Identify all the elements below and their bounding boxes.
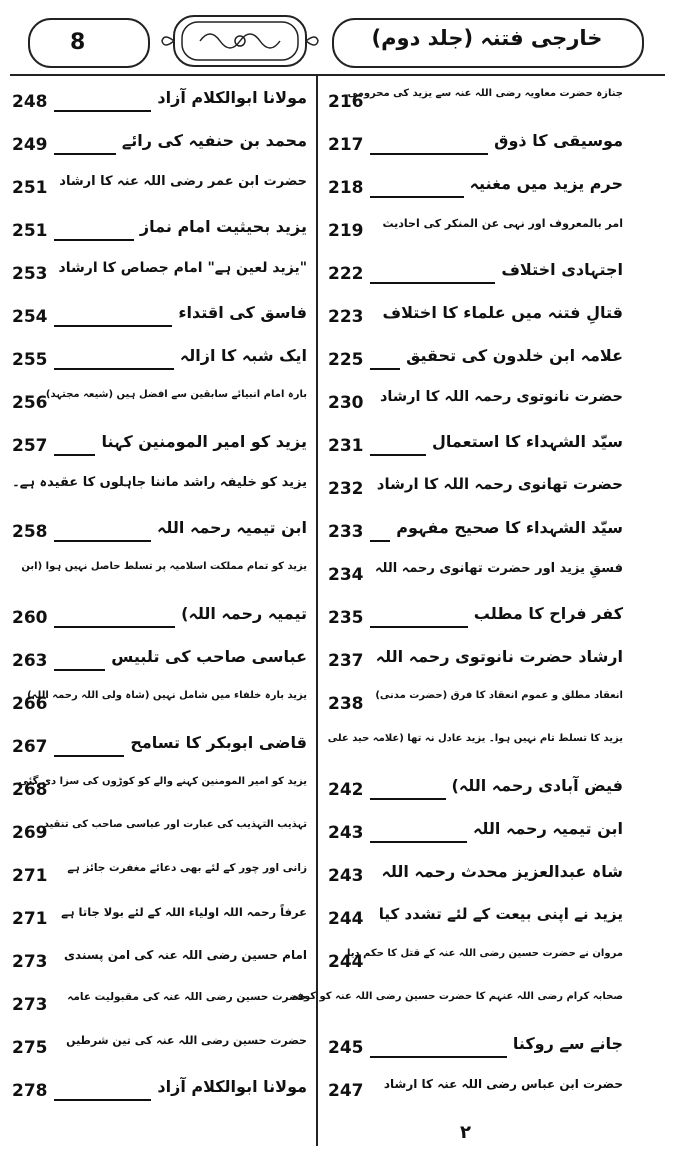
leader-line	[54, 755, 124, 757]
leader-line	[54, 153, 116, 155]
toc-entry-page: 225	[328, 350, 364, 370]
toc-entry-title: فسقِ یزید اور حضرت تھانوی رحمہ اللہ	[374, 561, 623, 576]
page-number: 8	[70, 30, 86, 55]
toc-entry	[6, 211, 311, 251]
leader-line	[370, 841, 467, 843]
toc-entry-title: یزید بحیثیت امام نماز	[139, 217, 307, 236]
toc-entry	[322, 1071, 627, 1111]
toc-entry-title: حضرت نانوتوی رحمہ اللہ کا ارشاد	[379, 389, 623, 405]
toc-entry	[322, 770, 627, 810]
page-header	[0, 0, 675, 78]
toc-entry-page: 254	[12, 307, 48, 327]
footer-mark: ۲	[460, 1122, 471, 1143]
toc-entry	[6, 813, 311, 853]
toc-entry-title: "یزید لعین ہے" امام جصاص کا ارشاد	[58, 260, 307, 276]
toc-entry	[322, 1028, 627, 1068]
toc-entry-title: علامہ ابن خلدون کی تحقیق	[406, 346, 623, 365]
toc-entry-title: امر بالمعروف اور نہی عن المنکر کی احادیث	[382, 217, 623, 230]
toc-entry	[6, 985, 311, 1025]
toc-entry-page: 251	[12, 221, 48, 241]
column-divider	[316, 76, 318, 1146]
toc-entry-title: عباسی صاحب کی تلبیس	[111, 647, 307, 666]
leader-line	[54, 110, 151, 112]
toc-entry-page: 256	[12, 393, 48, 413]
toc-entry	[6, 942, 311, 982]
toc-entry-page: 273	[12, 952, 48, 972]
leader-line	[370, 282, 495, 284]
toc-entry-title: یزید نے اپنی بیعت کے لئے تشدد کیا	[378, 905, 623, 923]
toc-entry-title: قتالِ فتنہ میں علماء کا اختلاف	[382, 303, 623, 322]
toc-entry	[322, 555, 627, 595]
toc-entry-title: جانے سے روکنا	[512, 1034, 623, 1053]
toc-entry	[322, 684, 627, 724]
toc-entry	[6, 1071, 311, 1111]
toc-entry	[322, 383, 627, 423]
leader-line	[370, 196, 464, 198]
toc-entry-page: 247	[328, 1081, 364, 1101]
leader-line	[370, 798, 446, 800]
toc-entry-page: 219	[328, 221, 364, 241]
toc-entry-page: 251	[12, 178, 48, 198]
toc-entry-page: 268	[12, 780, 48, 800]
toc-entry	[6, 125, 311, 165]
toc-entry-title: موسیقی کا ذوق	[494, 131, 623, 150]
toc-entry	[322, 297, 627, 337]
toc-entry	[6, 684, 311, 724]
toc-entry-page: 231	[328, 436, 364, 456]
ornament-icon	[160, 6, 320, 76]
toc-entry	[322, 512, 627, 552]
toc-entry-page: 244	[328, 952, 364, 972]
toc-entry-title: فیض آبادی رحمہ اللہ)	[451, 776, 623, 795]
toc-entry-page: 244	[328, 909, 364, 929]
toc-entry-page: 233	[328, 522, 364, 542]
toc-entry-page: 237	[328, 651, 364, 671]
toc-entry-title: بارہ امام انبیائے سابقین سے افضل ہیں (شیعہ مجتہد)	[45, 389, 307, 400]
toc-entry-page: 217	[328, 135, 364, 155]
toc-entry-page: 243	[328, 866, 364, 886]
leader-line	[370, 540, 390, 542]
toc-entry-page: 223	[328, 307, 364, 327]
toc-entry-page: 245	[328, 1038, 364, 1058]
toc-entry	[322, 856, 627, 896]
toc-entry-page: 249	[12, 135, 48, 155]
toc-entry-title: مروان نے حضرت حسین رضی اللہ عنہ کے قتل کا حکم دیا	[346, 948, 623, 959]
toc-entry-page: 234	[328, 565, 364, 585]
toc-entry-title: امام حسین رضی اللہ عنہ کی امن پسندی	[64, 948, 307, 962]
toc-entry-page: 216	[328, 92, 364, 112]
leader-line	[370, 626, 468, 628]
toc-entry-title: یزید بارہ خلفاء میں شامل نہیں (شاہ ولی اللہ رحمہ اللہ)	[27, 690, 307, 701]
toc-entry-page: 267	[12, 737, 48, 757]
toc-entry-page: 218	[328, 178, 364, 198]
toc-entry-page: 260	[12, 608, 48, 628]
toc-entry-title: ارشاد حضرت نانوتوی رحمہ اللہ	[375, 647, 623, 666]
toc-entry	[322, 641, 627, 681]
toc-entry-title: محمد بن حنفیہ کی رائے	[121, 131, 307, 150]
toc-entry	[322, 598, 627, 638]
toc-entry-title: انعقاد مطلق و عموم انعقاد کا فرق (حضرت مدنی)	[375, 690, 623, 701]
toc-entry	[6, 82, 311, 122]
toc-entry-title: حضرت حسین رضی اللہ عنہ کی مقبولیت عامہ	[67, 991, 307, 1003]
toc-entry	[6, 254, 311, 294]
toc-entry-page: 248	[12, 92, 48, 112]
book-title: خارجی فتنہ (جلد دوم)	[371, 26, 603, 50]
toc-entry-title: اجتہادی اختلاف	[501, 260, 623, 279]
toc-entry	[6, 340, 311, 380]
toc-entry-title: مولانا ابوالکلام آزاد	[157, 88, 307, 107]
toc-entry	[6, 856, 311, 896]
toc-entry-page: 273	[12, 995, 48, 1015]
toc-entry-title: قاضی ابوبکر کا تسامح	[130, 733, 307, 752]
toc-entry	[322, 82, 627, 122]
toc-entry-page: 242	[328, 780, 364, 800]
toc-entry-page: 235	[328, 608, 364, 628]
leader-line	[370, 368, 400, 370]
leader-line	[370, 153, 488, 155]
toc-entry	[6, 168, 311, 208]
toc-entry-title: یزید کو خلیفہ راشد ماننا جاہلوں کا عقیدہ ہے۔	[12, 475, 307, 490]
toc-entry-page: 232	[328, 479, 364, 499]
toc-entry-page: 275	[12, 1038, 48, 1058]
toc-entry-title: حضرت ابن عمر رضی اللہ عنہ کا ارشاد	[59, 174, 307, 189]
toc-entry-page: 222	[328, 264, 364, 284]
toc-entry	[6, 426, 311, 466]
toc-entry-title: جنازہ حضرت معاویہ رضی اللہ عنہ سے یزید کی محرومی	[347, 88, 623, 99]
toc-entry	[6, 899, 311, 939]
leader-line	[370, 454, 426, 456]
toc-entry-page: 243	[328, 823, 364, 843]
toc-entry	[6, 770, 311, 810]
toc-entry-title: حضرت حسین رضی اللہ عنہ کی تین شرطیں	[66, 1034, 307, 1047]
leader-line	[54, 540, 151, 542]
toc-entry	[322, 168, 627, 208]
toc-entry-page: 269	[12, 823, 48, 843]
toc-entry	[322, 426, 627, 466]
page-number-frame	[28, 18, 150, 68]
toc-entry-page: 257	[12, 436, 48, 456]
toc-entry	[6, 512, 311, 552]
toc-entry-title: حرم یزید میں مغنیہ	[469, 174, 623, 193]
toc-entry-page: 230	[328, 393, 364, 413]
toc-entry-title: تہذیب التہذیب کی عبارت اور عباسی صاحب کی تنقید	[43, 819, 307, 830]
toc-entry-title: یزید کو امیر المومنین کہنا	[101, 432, 307, 451]
toc-entry	[6, 1028, 311, 1068]
toc-entry	[6, 383, 311, 423]
leader-line	[54, 325, 172, 327]
toc-entry	[6, 598, 311, 638]
toc-entry-title: ابن تیمیہ رحمہ اللہ	[472, 819, 623, 838]
toc-entry	[6, 641, 311, 681]
leader-line	[54, 368, 174, 370]
toc-entry	[322, 727, 627, 767]
toc-entry-page: 263	[12, 651, 48, 671]
toc-entry-page: 271	[12, 866, 48, 886]
toc-entry	[6, 555, 311, 595]
toc-entry	[322, 125, 627, 165]
toc-entry-title: فاسق کی اقتداء	[178, 303, 307, 322]
toc-entry-title: شاہ عبدالعزیز محدث رحمہ اللہ	[381, 862, 623, 881]
toc-entry-title: تیمیہ رحمہ اللہ)	[181, 604, 307, 623]
leader-line	[54, 669, 105, 671]
toc-entry-title: زانی اور چور کے لئے بھی دعائے مغفرت جائز ہے	[67, 862, 307, 874]
toc-entry-title: حضرت ابن عباس رضی اللہ عنہ کا ارشاد	[383, 1077, 623, 1091]
toc-entry-title: کفر فراح کا مطلب	[473, 604, 623, 623]
toc-entry	[322, 899, 627, 939]
header-divider	[10, 74, 665, 76]
toc-entry-page: 253	[12, 264, 48, 284]
toc-entry-title: سیّد الشہداء کا صحیح مفہوم	[396, 518, 623, 537]
leader-line	[370, 1056, 507, 1058]
toc-entry-title: مولانا ابوالکلام آزاد	[157, 1077, 307, 1096]
toc-entry-title: حضرت تھانوی رحمہ اللہ کا ارشاد	[376, 475, 623, 493]
toc-entry-title: عرفاً رحمہ اللہ اولیاء اللہ کے لئے بولا جاتا ہے	[61, 905, 307, 919]
toc-entry-title: یزید کا تسلط تام نہیں ہوا۔ یزید عادل نہ تھا (علامہ حید علی	[327, 733, 623, 744]
toc-entry-title: ایک شبہ کا ازالہ	[179, 346, 307, 365]
toc-entry-title: یزید کو امیر المومنین کہنے والے کو کوڑوں کی سزا دی گئی	[18, 776, 307, 787]
toc-entry-page: 271	[12, 909, 48, 929]
toc-entry	[6, 297, 311, 337]
toc-entry-title: صحابہ کرام رضی اللہ عنہم کا حضرت حسین رضی اللہ عنہ کو کوفہ	[291, 991, 623, 1002]
toc-entry	[322, 340, 627, 380]
toc-entry	[6, 469, 311, 509]
leader-line	[54, 626, 175, 628]
toc-entry	[322, 469, 627, 509]
leader-line	[54, 1099, 151, 1101]
toc-entry	[291, 985, 627, 1025]
toc-entry-title: یزید کو تمام مملکت اسلامیہ پر تسلط حاصل نہیں ہوا (ابن	[21, 561, 307, 572]
toc-entry	[6, 727, 311, 767]
leader-line	[54, 454, 95, 456]
toc-entry-page: 255	[12, 350, 48, 370]
toc-entry-title: سیّد الشہداء کا استعمال	[432, 432, 623, 451]
toc-entry	[322, 254, 627, 294]
toc-entry	[322, 813, 627, 853]
toc-entry-page: 258	[12, 522, 48, 542]
toc-entry	[322, 211, 627, 251]
toc-entry-page: 278	[12, 1081, 48, 1101]
toc-entry-title: ابن تیمیہ رحمہ اللہ	[156, 518, 307, 537]
leader-line	[54, 239, 134, 241]
toc-entry-page: 266	[12, 694, 48, 714]
toc-entry-page: 238	[328, 694, 364, 714]
toc-entry	[322, 942, 627, 982]
